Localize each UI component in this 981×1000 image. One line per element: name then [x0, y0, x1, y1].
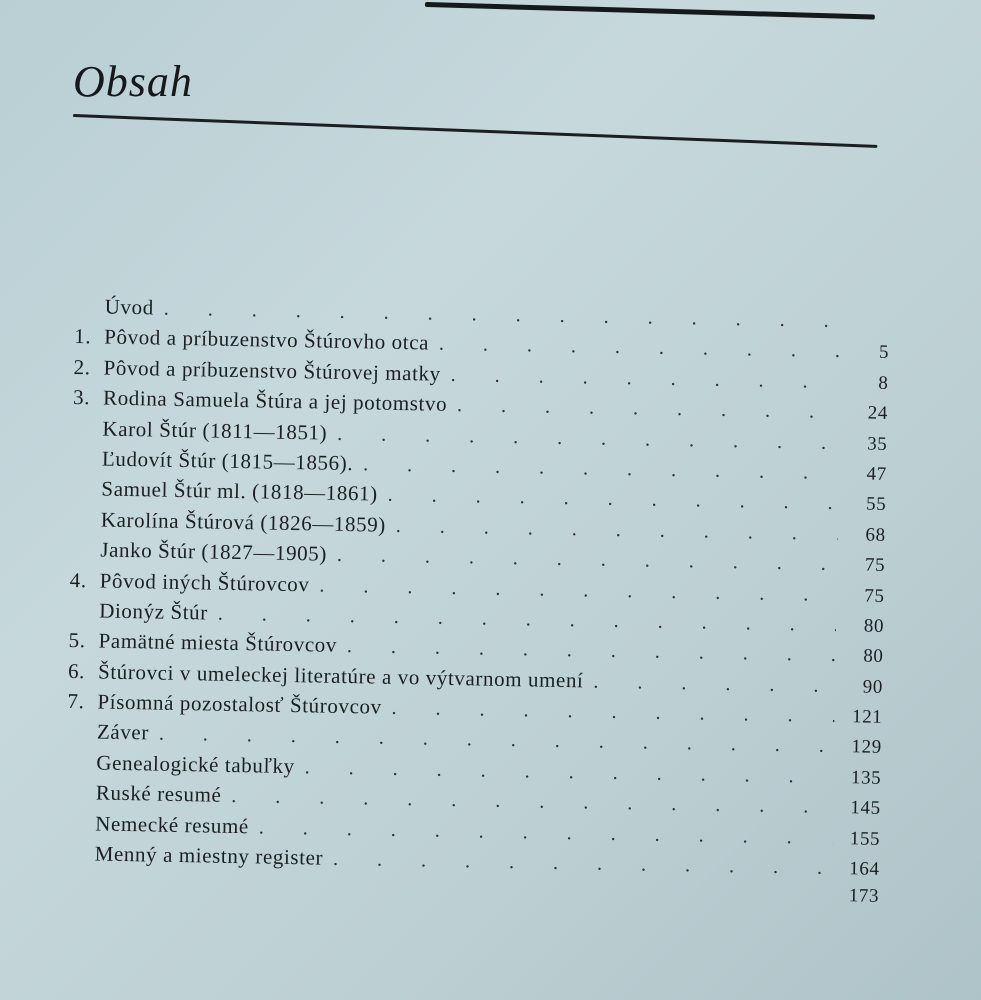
toc-leader-dots [363, 453, 839, 485]
toc-entry-text: Karol Štúr (1811—1851) [102, 416, 328, 445]
toc-entry-number: 7. [67, 689, 85, 714]
toc-entry-page: 35 [866, 433, 888, 455]
toc-entry-number [66, 769, 96, 770]
toc-entry-number: 6. [67, 658, 86, 683]
table-of-contents [64, 294, 890, 917]
toc-entry-number [67, 738, 97, 739]
toc-leader-dots [451, 364, 841, 394]
toc-entry-text: Dionýz Štúr [98, 598, 209, 625]
toc-entry-page: 8 [878, 372, 889, 394]
toc-entry-page: 145 [850, 797, 881, 820]
toc-entry-number [72, 465, 102, 466]
toc-entry-number [71, 495, 101, 496]
toc-entry-text: Janko Štúr (1827—1905) [100, 537, 328, 566]
toc-entry-text: Štúrovci v umeleckej literatúre a vo výtvarnom umení [97, 659, 584, 693]
toc-entry-text: Ľudovít Štúr (1815—1856). [101, 446, 354, 476]
toc-entry-text: Ruské resumé [95, 780, 222, 808]
toc-entry-number: 5. [68, 628, 86, 653]
toc-leader-dots [337, 422, 840, 454]
toc-entry-page: 90 [862, 676, 884, 698]
toc-leader-dots [439, 333, 841, 363]
toc-entry-text: Záver [96, 719, 150, 745]
toc-leader-dots [337, 544, 838, 576]
toc-entry-text: Karolína Štúrová (1826—1859) [100, 507, 387, 537]
toc-entry-page [848, 327, 890, 328]
toc-leader-dots [396, 515, 838, 546]
toc-entry-page: 155 [849, 827, 881, 850]
toc-entry-text: Nemecké resumé [95, 811, 250, 838]
toc-entry-number [69, 617, 99, 618]
toc-entry-number [66, 799, 96, 800]
toc-entry-text: Rodina Samuela Štúra a jej potomstvo [102, 385, 448, 417]
toc-entry-page: 80 [863, 645, 884, 668]
toc-entry-text: Pôvod iných Štúrovcov [99, 568, 310, 596]
toc-entry-text: Menný a miestny register [94, 841, 324, 870]
toc-entry-page: 80 [863, 615, 885, 637]
toc-entry-text: Pôvod a príbuzenstvo Štúrovej matky [103, 355, 441, 386]
toc-entry-number: 3. [72, 385, 91, 410]
toc-entry-text: Písomná pozostalosť Štúrovcov [97, 689, 382, 719]
toc-entry-text: Genealogické tabuľky [96, 750, 295, 778]
title-rule [73, 114, 878, 148]
toc-entry-text: Úvod [104, 294, 155, 320]
toc-entry-page: 24 [867, 402, 889, 425]
toc-entry-page: 68 [865, 524, 886, 546]
toc-entry-number [65, 860, 95, 861]
toc-leader-dots [347, 635, 836, 667]
toc-leader-dots [593, 670, 835, 697]
toc-entry-page: 47 [866, 463, 888, 485]
toc-entry-number [72, 435, 102, 436]
toc-entry-page: 75 [864, 554, 886, 577]
toc-entry-page: 129 [851, 736, 883, 759]
toc-leader-dots [388, 484, 839, 515]
toc-entry-page: 75 [864, 585, 885, 607]
toc-entry-number [71, 526, 101, 527]
top-rule [425, 2, 875, 20]
toc-entry-text: Pôvod a príbuzenstvo Štúrovho otca [103, 324, 430, 355]
toc-entry-number [65, 830, 95, 831]
toc-entry-page: 164 [849, 858, 880, 880]
toc-leader-dots [457, 394, 840, 424]
toc-entry-number: 2. [73, 354, 91, 380]
toc-leader-dots [333, 848, 832, 880]
toc-leader-dots [391, 697, 834, 728]
toc-entry-text: Samuel Štúr ml. (1818—1861) [101, 476, 378, 506]
toc-entry-page: 5 [878, 342, 890, 364]
toc-trailing-page: 173 [848, 885, 880, 908]
toc-entry-number: 1. [74, 324, 92, 349]
toc-entry-number [70, 556, 100, 557]
toc-entry-number: 4. [69, 567, 87, 592]
toc-entry-page: 55 [865, 493, 887, 516]
toc-entry-number [75, 313, 105, 314]
toc-entry-page: 135 [850, 767, 882, 789]
page-title: Obsah [73, 57, 193, 106]
toc-entry-text: Pamätné miesta Štúrovcov [98, 628, 338, 658]
toc-entry-page: 121 [851, 706, 883, 728]
